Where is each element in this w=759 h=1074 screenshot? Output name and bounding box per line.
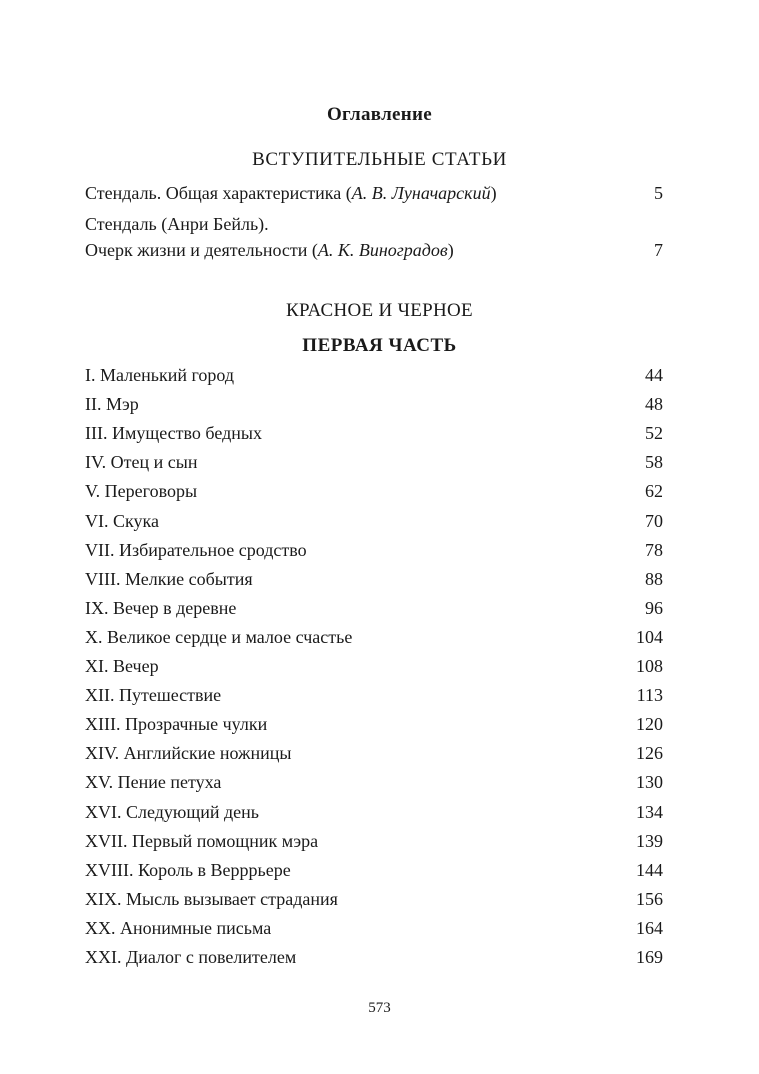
- toc-entry: [85, 423, 663, 447]
- toc-entry-title: XVIII. Король в Верррьере: [85, 859, 291, 880]
- toc-entry-title: X. Великое сердце и малое счастье: [85, 626, 353, 647]
- toc-entry-title: XXI. Диалог с повелителем: [85, 947, 297, 967]
- toc-entry: [85, 802, 663, 826]
- toc-entry-page: 134: [636, 801, 663, 822]
- intro-section-title: ВСТУПИТЕЛЬНЫЕ СТАТЬИ: [252, 149, 507, 170]
- toc-entry-page: 164: [636, 917, 663, 938]
- toc-entry: [85, 685, 663, 709]
- toc-entry-page: 96: [645, 597, 663, 618]
- toc-entry-title: XV. Пение петуха: [85, 772, 222, 793]
- toc-entry-page: 108: [636, 656, 663, 676]
- toc-entry-title: V. Переговоры: [85, 481, 198, 502]
- intro-entry-2-title: Очерк жизни и деятельности (А. К. Виноградов): [85, 240, 454, 260]
- toc-entry-title: I. Маленький город: [85, 365, 235, 385]
- toc-entry-title: VII. Избирательное сродство: [85, 539, 307, 560]
- toc-entry: [85, 452, 663, 476]
- toc-entry-page: 104: [636, 626, 663, 647]
- intro-entry-1: [85, 183, 663, 207]
- toc-entry-title: XVII. Первый помощник мэра: [85, 830, 319, 851]
- toc-entry-page: 113: [636, 685, 663, 706]
- intro-entry-1-page: 5: [654, 183, 663, 203]
- toc-entry: [85, 714, 663, 738]
- toc-entry: [85, 365, 663, 389]
- toc-entry: [85, 511, 663, 535]
- toc-entry-page: 62: [645, 481, 663, 502]
- toc-entry: [85, 656, 663, 680]
- page-number: 573: [368, 1000, 391, 1016]
- intro-entry-1-title: Стендаль. Общая характеристика (А. В. Луначарский): [85, 183, 497, 203]
- toc-entry-title: XX. Анонимные письма: [85, 917, 272, 938]
- toc-entry-page: 70: [645, 510, 663, 531]
- toc-entry-title: XI. Вечер: [85, 656, 159, 676]
- toc-entry-page: 139: [636, 830, 663, 851]
- toc-entry-page: 44: [645, 365, 663, 385]
- toc-entry-page: 144: [636, 859, 663, 880]
- toc-entry-page: 120: [636, 714, 663, 735]
- toc-entry-title: IX. Вечер в деревне: [85, 597, 237, 618]
- toc-entry-page: 58: [645, 452, 663, 473]
- part-title: ПЕРВАЯ ЧАСТЬ: [302, 335, 457, 356]
- contents-heading: Оглавление: [326, 104, 433, 125]
- toc-entry-title: VI. Скука: [85, 510, 159, 531]
- intro-entry-2-page: 7: [654, 240, 663, 260]
- toc-entry-title: XIV. Английские ножницы: [85, 743, 292, 764]
- toc-entry: [85, 598, 663, 622]
- toc-entry-page: 52: [645, 423, 663, 444]
- toc-entry-page: 169: [636, 947, 663, 967]
- toc-entry: [85, 743, 663, 767]
- toc-entry-title: XVI. Следующий день: [85, 801, 259, 822]
- intro-entry-2: [85, 240, 663, 264]
- toc-entry: [85, 860, 663, 884]
- toc-entry-page: 156: [636, 888, 663, 909]
- toc-entry: [85, 627, 663, 651]
- toc-entry: [85, 569, 663, 593]
- toc-entry-title: XIII. Прозрачные чулки: [85, 714, 268, 735]
- toc-entry: [85, 540, 663, 564]
- toc-entry: [85, 394, 663, 418]
- toc-entry-title: XIX. Мысль вызывает страдания: [85, 888, 338, 909]
- toc-entry: [85, 481, 663, 505]
- toc-entry-page: 48: [645, 394, 663, 415]
- toc-entry: [85, 947, 663, 971]
- toc-entry: [85, 772, 663, 796]
- toc-entry-title: VIII. Мелкие события: [85, 568, 253, 589]
- intro-entry-2-line1: Стендаль (Анри Бейль).: [85, 214, 269, 234]
- toc-entry-page: 78: [645, 539, 663, 560]
- novel-title: КРАСНОЕ И ЧЕРНОЕ: [286, 300, 473, 321]
- toc-entry-page: 126: [636, 743, 663, 764]
- toc-entry-title: II. Мэр: [85, 394, 139, 415]
- toc-entry: [85, 918, 663, 942]
- toc-entry-title: XII. Путешествие: [85, 685, 222, 706]
- toc-entry-title: III. Имущество бедных: [85, 423, 262, 444]
- toc-entry-page: 88: [645, 568, 663, 589]
- toc-entry: [85, 889, 663, 913]
- toc-entry-page: 130: [636, 772, 663, 793]
- toc-entry-title: IV. Отец и сын: [85, 452, 198, 473]
- toc-entry: [85, 831, 663, 855]
